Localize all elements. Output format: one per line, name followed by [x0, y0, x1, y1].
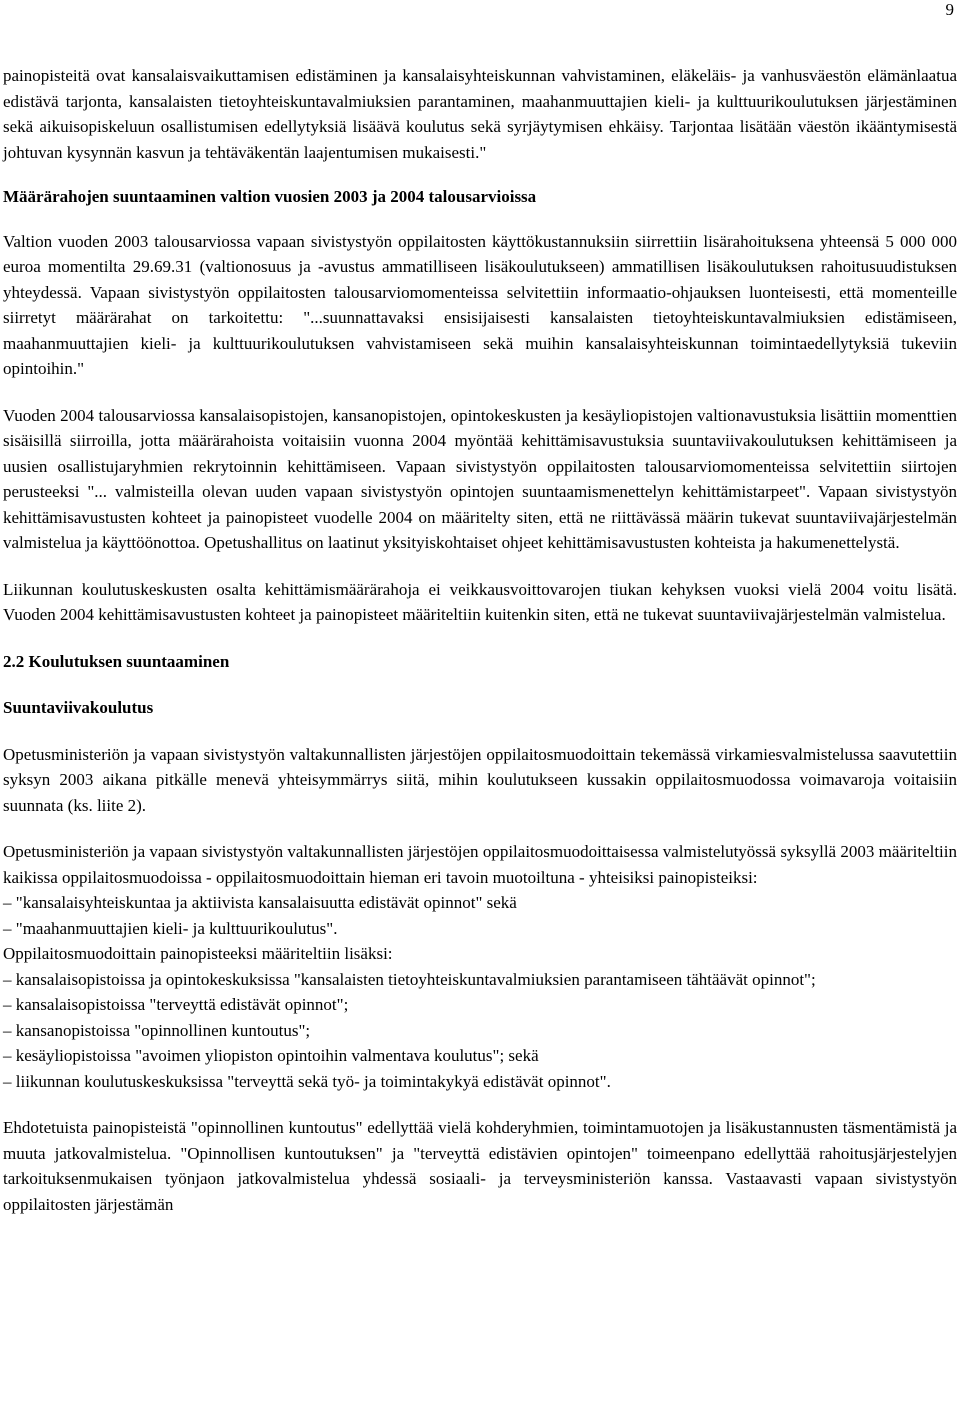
paragraph: Opetusministeriön ja vapaan sivistystyön valtakunnallisten järjestöjen oppilaitosmuodoittain tekemässä virkamiesvalmistelussa saavutettiin syksyn 2003 aikana pitkälle menevä yhteisymmärrys siitä, mihin koulutukseen kussakin oppilaitosmuodossa voimavaroja voitaisiin suunnata (ks. liite 2).: [3, 744, 957, 815]
list-item: – "kansalaisyhteiskuntaa ja aktiivista kansalaisuutta edistävät opinnot" sekä: [3, 893, 517, 912]
list-item: – "maahanmuuttajien kieli- ja kulttuurikoulutus".: [3, 918, 338, 938]
document-body: [3, 63, 957, 1217]
list-item: – liikunnan koulutuskeskuksissa "terveyttä sekä työ- ja toimintakykyä edistävät opinnot".: [3, 1071, 611, 1091]
section-heading: 2.2 Koulutuksen suuntaaminen: [3, 651, 230, 671]
list-item: – kesäyliopistoissa "avoimen yliopiston opintoihin valmentava koulutus"; sekä: [3, 1046, 539, 1065]
paragraph: painopisteitä ovat kansalaisvaikuttamisen edistäminen ja kansalaisyhteiskunnan vahvistaminen, eläkeläis- ja vanhusväestön elämänlaatua edistävä tarjonta, kansalaisten tietoyhteiskuntavalmiuksien parantaminen, maahanmuuttajien kieli- ja kulttuurikoulutuksen järjestäminen sekä aikuisopiskeluun osallistumisen edellytyksiä lisäävä koulutus sekä syrjäytymisen ehkäisy. Tarjontaa lisätään väestön ikääntymisestä johtuvan kysynnän kasvun ja tehtäväkentän laajentumisen mukaisesti.": [3, 66, 957, 162]
list-intro: Oppilaitosmuodoittain painopisteeksi määriteltiin lisäksi:: [3, 944, 393, 963]
subsection-heading: Suuntaviivakoulutus: [3, 698, 154, 717]
paragraph: Vuoden 2004 talousarviossa kansalaisopistojen, kansanopistojen, opintokeskusten ja kesäyliopistojen valtionavustuksia lisättiin momenttien sisäisillä siirroilla, jotta määrärahoista voitaisiin vuonna 2004 myöntää kehittämisavustuksia suuntaviivakoulutuksen kehittämiseen ja uusien osallistujaryhmien rekrytoinnin kehittämiseen. Vapaan sivistystyön oppilaitosten talousarviomomenteissa selvitettiin siirtojen perusteeksi "... valmisteilla olevan uuden vapaan sivistystyön opintojen suuntaamismenettelyn kehittämistarpeet". Vapaan sivistystyön kehittämisavustusten kohteet ja painopisteet vuodelle 2004 on määritelty siten, että ne riittävässä määrin tukevat suuntaviivajärjestelmän valmistelua ja käyttöönottoa. Opetushallitus on laatinut yksityiskohtaiset ohjeet kehittämisavustusten kohteista ja hakumenettelystä.: [3, 405, 957, 552]
list-item: – kansalaisopistoissa "terveyttä edistävät opinnot";: [3, 995, 349, 1014]
page-number: 9: [945, 0, 954, 19]
section-heading: Määrärahojen suuntaaminen valtion vuosien 2003 ja 2004 talousarvioissa: [3, 187, 537, 206]
paragraph: Liikunnan koulutuskeskusten osalta kehittämismäärärahoja ei veikkausvoittovarojen tiukan kehyksen vuoksi vielä 2004 voitu lisätä. Vuoden 2004 kehittämisavustusten kohteet ja painopisteet määriteltiin kuitenkin siten, että ne tukevat suuntaviivajärjestelmän valmistelua.: [3, 579, 957, 624]
paragraph: Opetusministeriön ja vapaan sivistystyön valtakunnallisten järjestöjen oppilaitosmuodoittaisessa valmistelutyössä syksyllä 2003 määriteltiin kaikissa oppilaitosmuodoissa - oppilaitosmuodoittain hieman eri tavoin muotoiltuna - yhteisiksi painopisteiksi:: [3, 842, 957, 887]
list-item: – kansalaisopistoissa ja opintokeskuksissa "kansalaisten tietoyhteiskuntavalmiuksien parantamiseen tähtäävät opinnot";: [3, 969, 816, 989]
paragraph: Ehdotetuista painopisteistä "opinnollinen kuntoutus" edellyttää vielä kohderyhmien, toimintamuotojen ja lisäkustannusten täsmentämistä ja muuta jatkovalmistelua. "Opinnollisen kuntoutuksen" ja "terveyttä edistävien opintojen" toimeenpano edellyttää rahoitusjärjestelyjen tarkoituksenmukaisen työnjaon jatkovalmistelua yhdessä sosiaali- ja terveysministeriön kanssa. Vastaavasti vapaan sivistystyön oppilaitosten järjestämän: [3, 1118, 957, 1214]
list-item: – kansanopistoissa "opinnollinen kuntoutus";: [3, 1020, 311, 1040]
paragraph: Valtion vuoden 2003 talousarviossa vapaan sivistystyön oppilaitosten käyttökustannuksiin siirrettiin lisärahoituksena yhteensä 5 000 000 euroa momentilta 29.69.31 (valtionosuus ja -avustus ammatilliseen lisäkoulutukseen) ammatillisen lisäkoulutuksen rahoitusuudistuksen yhteydessä. Vapaan sivistystyön oppilaitosten talousarviomomenteissa selvitettiin informaatio-ohjauksen luonteisesti, että momenteille siirretyt määrärahat on tarkoitettu: "...suunnattavaksi ensisijaisesti kansalaisten tietoyhteiskuntavalmiuksien edistämiseen, maahanmuuttajien kieli- ja kulttuurikoulutuksen vahvistamiseen sekä muihin kansalaisyhteiskunnan toimintaedellytyksiä tukeviin opintoihin.": [3, 231, 957, 378]
